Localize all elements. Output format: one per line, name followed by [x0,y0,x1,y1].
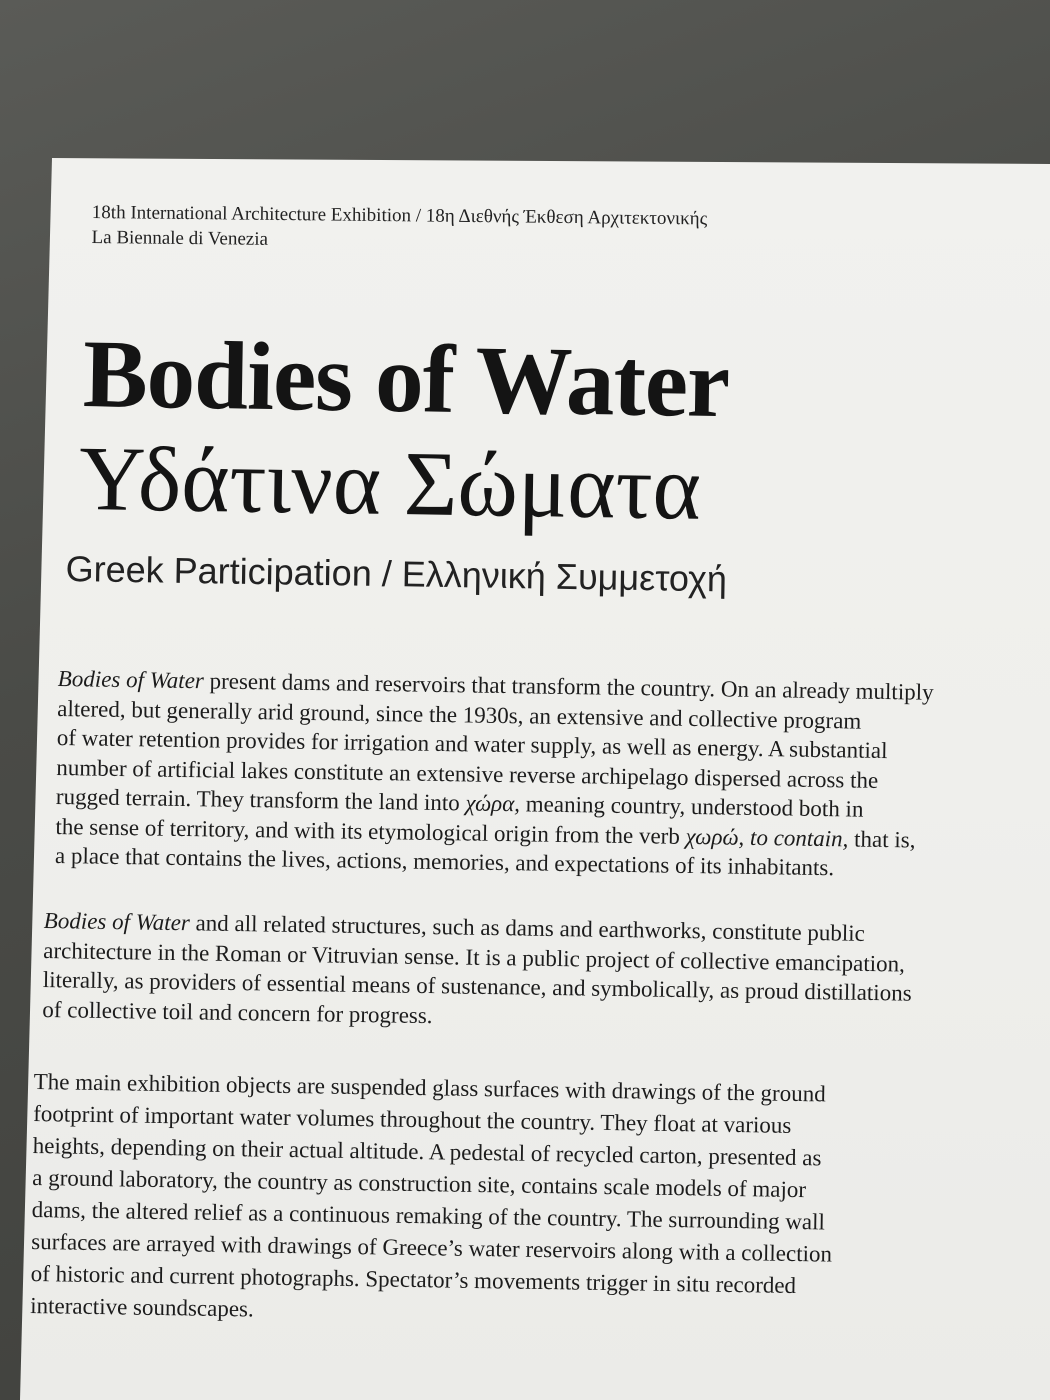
line-text: rugged terrain. They transform the land into [55,783,466,816]
paragraph-line: surfaces are arrayed with drawings of Greece’s water reservoirs along with a collection [31,1228,833,1267]
page-subtitle: Greek Participation / Ελληνική Συμμετοχή [65,548,728,600]
line-text: meaning country, understood both in [519,791,864,822]
exhibition-header [91,200,707,256]
paragraph-line: altered, but generally arid ground, since the 1930s, an extensive and collective program [57,695,862,734]
line-text: and all related structures, such as dams and earthworks, constitute public [189,910,866,946]
paragraph-exhibition-objects [30,1066,1009,1337]
italic-phrase: Bodies of Water [43,907,191,936]
paragraph-line: of water retention provides for irrigation and water supply, as well as energy. A substantial [56,724,888,764]
paragraph-architecture [42,906,1019,1039]
paragraph-line: interactive soundscapes. [30,1292,254,1322]
paragraph-line: literally, as providers of essential means of sustenance, and symbolically, as proud distillations [42,966,912,1006]
italic-phrase: χώρα, [465,790,521,817]
paragraph-line: of collective toil and concern for progress. [42,996,433,1028]
italic-phrase: χωρώ, to contain, [685,823,849,851]
header-biennale-line: La Biennale di Venezia [91,226,269,250]
paragraph-line: of historic and current photographs. Spectator’s movements trigger in situ recorded [30,1260,797,1298]
line-text: present dams and reservoirs that transform the country. On an already multiply [203,668,934,705]
paragraph-line: The main exhibition objects are suspended glass surfaces with drawings of the ground [33,1068,826,1107]
paragraph-line: number of artificial lakes constitute an extensive reverse archipelago dispersed across the [56,754,879,793]
header-exhibition-line: 18th International Architecture Exhibition / 18η Διεθνής Έκθεση Αρχιτεκτονικής [91,201,708,230]
paragraph-line: dams, the altered relief as a continuous remaking of the country. The surrounding wall [31,1196,826,1235]
page-title-greek: Υδάτινα Σώματα [78,426,702,539]
paragraph-line: a ground laboratory, the country as construction site, contains scale models of major [32,1164,807,1203]
line-text: the sense of territory, and with its etymological origin from the verb [55,813,686,849]
italic-phrase: Bodies of Water [57,665,205,694]
paragraph-line: architecture in the Roman or Vitruvian sense. It is a public project of collective emancipation, [43,937,906,977]
paragraph-line: a place that contains the lives, actions, memories, and expectations of its inhabitants. [54,842,835,881]
line-text: that is, [848,825,916,852]
paragraph-line: heights, depending on their actual altitude. A pedestal of recycled carton, presented as [32,1132,822,1171]
page-title: Bodies of Water [82,319,730,438]
paragraph-line: footprint of important water volumes throughout the country. They float at various [33,1100,792,1138]
paragraph-intro [55,664,1033,886]
